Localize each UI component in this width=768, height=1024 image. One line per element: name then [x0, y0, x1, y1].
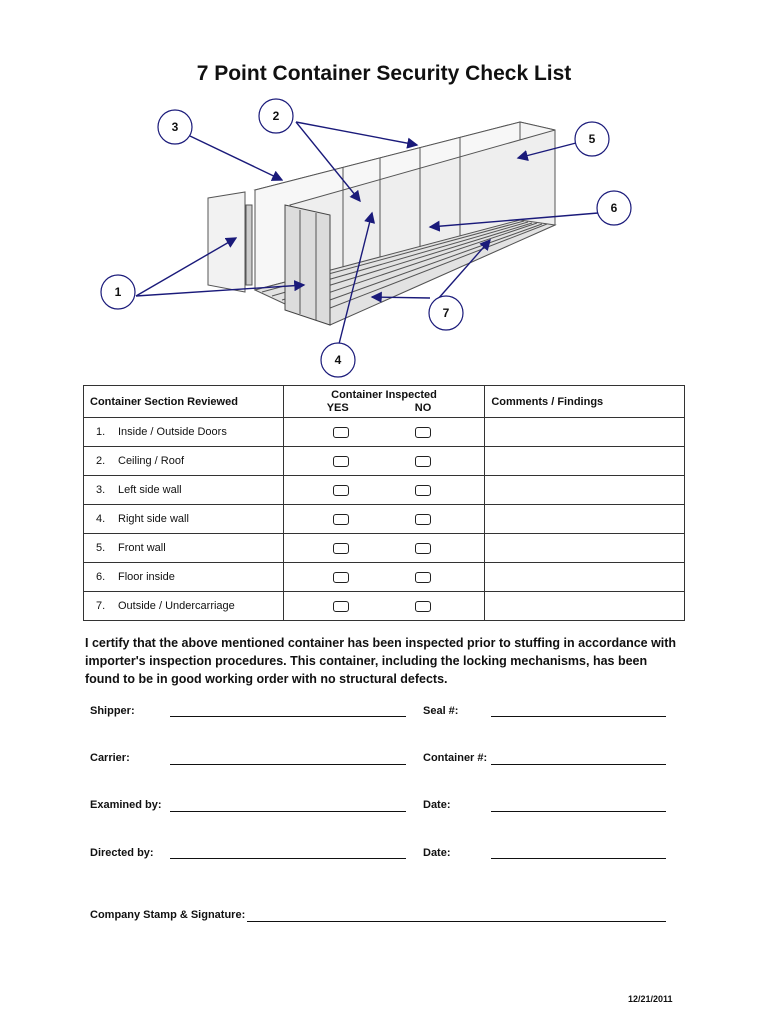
callout-5: 5	[588, 132, 596, 146]
directed-by-line[interactable]	[170, 858, 406, 859]
row-label: Right side wall	[118, 513, 189, 525]
yes-checkbox[interactable]	[333, 427, 349, 438]
seal-label: Seal #:	[423, 705, 459, 717]
row-number: 3.	[96, 484, 106, 496]
header-section: Container Section Reviewed	[84, 386, 284, 418]
table-row	[84, 534, 685, 563]
callout-3: 3	[171, 120, 179, 134]
table-row	[84, 592, 685, 621]
callout-1: 1	[114, 285, 122, 299]
inspection-table	[83, 385, 685, 621]
yes-checkbox[interactable]	[333, 543, 349, 554]
container-illustration	[208, 122, 555, 325]
seal-line[interactable]	[491, 716, 666, 717]
container-number-label: Container #:	[423, 752, 488, 764]
callout-6: 6	[610, 201, 618, 215]
footer-date: 12/21/2011	[628, 994, 673, 1004]
date-label-1: Date:	[423, 799, 451, 811]
comments-cell[interactable]	[485, 563, 685, 592]
comments-cell[interactable]	[485, 592, 685, 621]
table-row	[84, 505, 685, 534]
carrier-label: Carrier:	[90, 752, 130, 764]
date-label-2: Date:	[423, 847, 451, 859]
header-yes: YES	[326, 402, 349, 414]
no-checkbox[interactable]	[415, 514, 431, 525]
shipper-label: Shipper:	[90, 705, 135, 717]
page-title: 7 Point Container Security Check List	[196, 62, 572, 85]
row-label: Ceiling / Roof	[118, 455, 185, 467]
stamp-signature-line[interactable]	[247, 921, 666, 922]
callout-4: 4	[334, 353, 342, 367]
certification-statement: I certify that the above mentioned container has been inspected prior to stuffing in accordance with importer's inspection procedures. This container, including the locking mechanisms, has been found to be in good working order with no structural defects.	[85, 636, 677, 686]
table-row	[84, 476, 685, 505]
examined-by-line[interactable]	[170, 811, 406, 812]
header-comments: Comments / Findings	[485, 386, 685, 418]
comments-cell[interactable]	[485, 534, 685, 563]
yes-checkbox[interactable]	[333, 601, 349, 612]
row-number: 7.	[96, 600, 106, 612]
no-checkbox[interactable]	[415, 456, 431, 467]
header-inspected-label: Container Inspected	[331, 389, 437, 401]
examined-by-label: Examined by:	[90, 799, 162, 811]
yes-checkbox[interactable]	[333, 456, 349, 467]
row-label: Inside / Outside Doors	[118, 426, 227, 438]
callout-7: 7	[442, 306, 450, 320]
row-number: 2.	[96, 455, 106, 467]
carrier-line[interactable]	[170, 764, 406, 765]
row-number: 4.	[96, 513, 106, 525]
stamp-signature-label: Company Stamp & Signature:	[90, 909, 246, 921]
comments-cell[interactable]	[485, 418, 685, 447]
comments-cell[interactable]	[485, 505, 685, 534]
table-row	[84, 563, 685, 592]
callout-2: 2	[272, 109, 280, 123]
no-checkbox[interactable]	[415, 543, 431, 554]
table-header-row	[84, 386, 685, 418]
no-checkbox[interactable]	[415, 485, 431, 496]
row-number: 6.	[96, 571, 106, 583]
date-line-2[interactable]	[491, 858, 666, 859]
yes-checkbox[interactable]	[333, 485, 349, 496]
yes-checkbox[interactable]	[333, 572, 349, 583]
no-checkbox[interactable]	[415, 572, 431, 583]
header-inspected	[283, 386, 485, 418]
row-number: 1.	[96, 426, 106, 438]
comments-cell[interactable]	[485, 476, 685, 505]
row-label: Front wall	[118, 542, 166, 554]
header-no: NO	[414, 402, 432, 414]
no-checkbox[interactable]	[415, 427, 431, 438]
directed-by-label: Directed by:	[90, 847, 154, 859]
container-diagram	[0, 0, 768, 385]
row-number: 5.	[96, 542, 106, 554]
container-number-line[interactable]	[491, 764, 666, 765]
date-line-1[interactable]	[491, 811, 666, 812]
shipper-line[interactable]	[170, 716, 406, 717]
row-label: Left side wall	[118, 484, 182, 496]
comments-cell[interactable]	[485, 447, 685, 476]
row-label: Outside / Undercarriage	[118, 600, 235, 612]
row-label: Floor inside	[118, 571, 175, 583]
table-row	[84, 447, 685, 476]
yes-checkbox[interactable]	[333, 514, 349, 525]
table-row	[84, 418, 685, 447]
no-checkbox[interactable]	[415, 601, 431, 612]
